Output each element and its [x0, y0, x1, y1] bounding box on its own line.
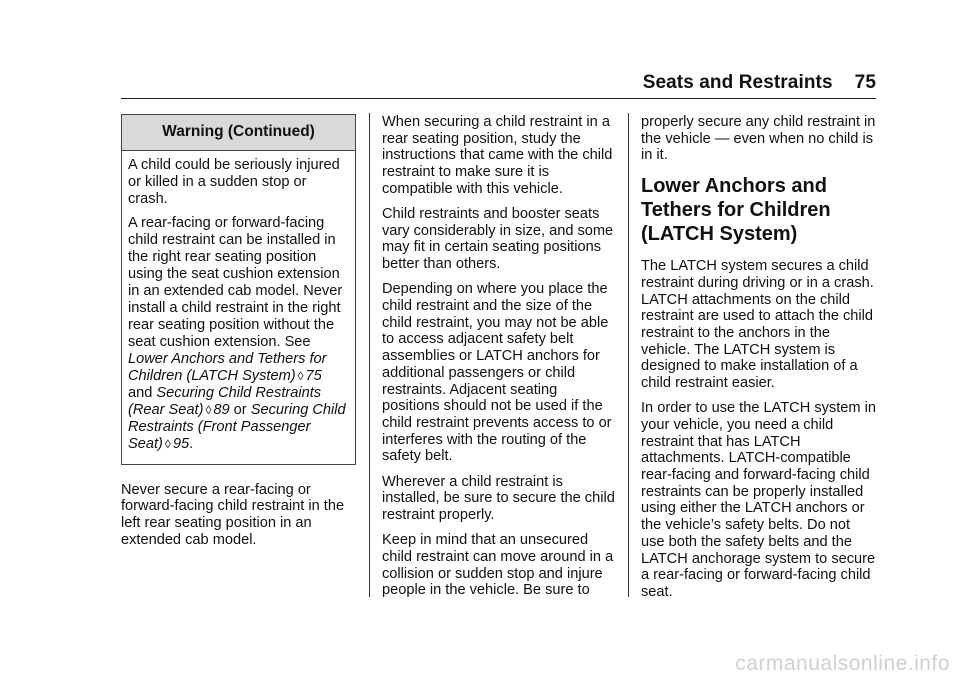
ref-front-seat-link[interactable]: Securing Child Restraints (Front Passenger Seat) [128, 401, 346, 452]
ref-front-seat-page[interactable]: 95 [172, 435, 190, 452]
col1-paragraph: Never secure a rear-facing or forward-facing child restraint in the left rear seating position in an extended cab model. [121, 481, 345, 548]
column-2 [382, 114, 618, 607]
column-divider [628, 113, 629, 597]
warning-body [122, 151, 355, 464]
page-ref-icon: ◊ [164, 436, 171, 451]
col2-paragraph-2: Child restraints and booster seats vary considerably in size, and some may fit in certain seating positions better than others. [382, 206, 614, 273]
page-header [643, 72, 876, 94]
page-number: 75 [854, 72, 876, 93]
col3-paragraph-2: In order to use the LATCH system in your vehicle, you need a child restraint that has LATCH attachments. LATCH-compatible rear-facing and forward-facing child restraints can be properly installed using either the LATCH anchors or the vehicle’s safety belts. Do not use both the safety belts and the LATCH anchorage system to secure a rear-facing or forward-facing child seat. [641, 400, 876, 600]
period: . [189, 435, 194, 452]
col2-paragraph-1: When securing a child restraint in a rear seating position, study the instructions that came with the child restraint to make sure it is compatible with this vehicle. [382, 114, 613, 197]
warning-paragraph-2 [128, 215, 349, 453]
section-heading: Lower Anchors and Tethers for Children (LATCH System) [641, 175, 831, 246]
page-ref-icon: ◊ [297, 368, 304, 383]
ref-latch-page[interactable]: 75 [305, 367, 322, 384]
conjunction-and: and [128, 384, 153, 401]
section-title: Seats and Restraints [642, 72, 833, 93]
ref-rear-seat-link[interactable]: Securing Child Restraints (Rear Seat) [128, 384, 322, 418]
warning-box [121, 114, 356, 465]
ref-latch-link[interactable]: Lower Anchors and Tethers for Children (LATCH System) [128, 350, 327, 384]
header-rule [121, 98, 876, 99]
warning-paragraph-2-text: A rear-facing or forward-facing child restraint can be installed in the right rear seating position using the seat cushion extension in an extended cab model. Never install a child restraint in the right rear seating position without the seat cushion extension. See [128, 214, 343, 350]
column-divider [369, 113, 370, 597]
col3-continued-paragraph: properly secure any child restraint in the vehicle — even when no child is in it. [641, 114, 876, 164]
warning-title: Warning (Continued) [122, 115, 355, 151]
conjunction-or: or [233, 401, 247, 418]
page-ref-icon: ◊ [205, 402, 212, 417]
warning-paragraph-1: A child could be seriously injured or killed in a sudden stop or crash. [128, 156, 340, 207]
col2-paragraph-3: Depending on where you place the child restraint and the size of the child restraint, you may not be able to access adjacent safety belt assemblies or LATCH anchors for additional passengers or child restraints. Adjacent seating positions should not be used if the child restraint prevents access to or interferes with the routing of the safety belt. [382, 281, 612, 465]
watermark: carmanualsonline.info [735, 652, 950, 675]
col2-paragraph-4: Wherever a child restraint is installed, be sure to secure the child restraint properly. [382, 473, 615, 523]
ref-rear-seat-page[interactable]: 89 [213, 401, 230, 418]
col3-paragraph-1: The LATCH system secures a child restraint during driving or in a crash. LATCH attachments on the child restraint are used to attach the child restraint to the anchors in the vehicle. The LATCH system is designed to make installation of a child restraint easier. [641, 258, 874, 392]
col2-paragraph-5: Keep in mind that an unsecured child restraint can move around in a collision or sudden stop and injure people in the vehicle. Be sure to [382, 532, 614, 599]
column-3 [641, 114, 877, 609]
column-1 [121, 114, 356, 557]
